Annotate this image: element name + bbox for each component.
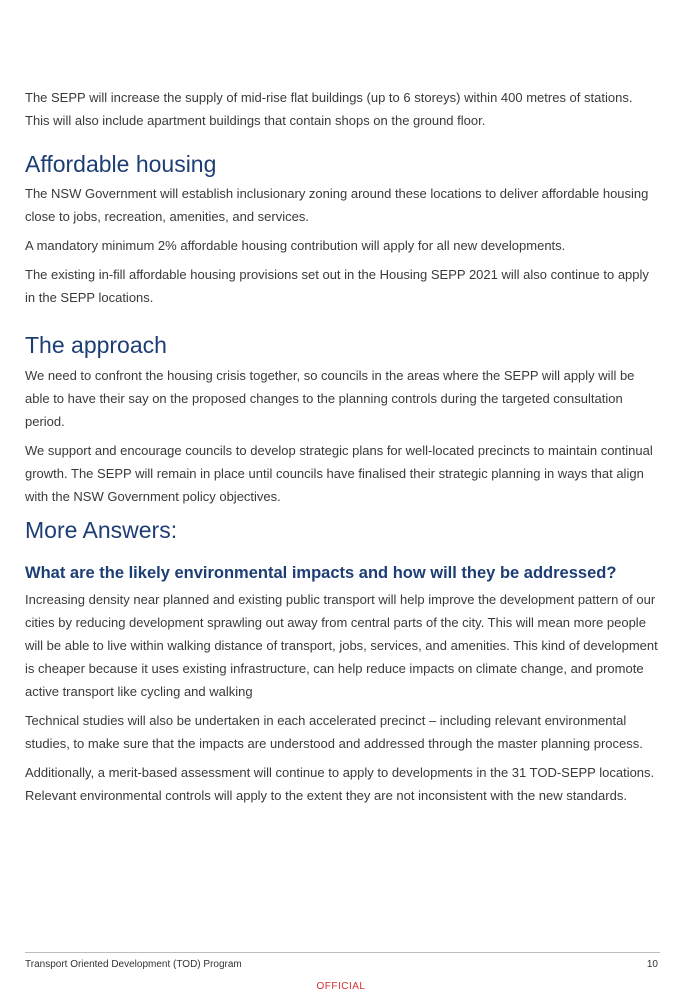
footer-document-title: Transport Oriented Development (TOD) Program [25, 959, 242, 970]
intro-paragraph: The SEPP will increase the supply of mid-rise flat buildings (up to 6 storeys) within 400 metres of stations. This will also include apartment buildings that contain shops on the ground floor. [25, 90, 633, 128]
affordable-housing-paragraph: The existing in-fill affordable housing provisions set out in the Housing SEPP 2021 will also continue to apply in the SEPP locations. [25, 267, 649, 305]
affordable-housing-heading: Affordable housing [25, 151, 217, 177]
approach-paragraph: We need to confront the housing crisis together, so councils in the areas where the SEPP will apply will be able to have their say on the proposed changes to the planning controls during the targeted consultation period. [25, 368, 635, 429]
affordable-housing-paragraph: A mandatory minimum 2% affordable housing contribution will apply for all new developments. [25, 238, 566, 253]
environmental-impacts-question: What are the likely environmental impacts and how will they be addressed? [25, 564, 617, 582]
document-body [25, 86, 660, 813]
approach-paragraph: We support and encourage councils to develop strategic plans for well-located precincts to maintain continual growth. The SEPP will remain in place until councils have finalised their strategic planning in ways that align with the NSW Government policy objectives. [25, 443, 653, 504]
footer-divider [25, 952, 660, 953]
security-classification: OFFICIAL [316, 981, 366, 992]
environmental-impacts-paragraph: Technical studies will also be undertaken in each accelerated precinct – including relevant environmental studies, to make sure that the impacts are understood and addressed through the master planning process. [25, 713, 643, 751]
environmental-impacts-paragraph: Increasing density near planned and existing public transport will help improve the development pattern of our cities by reducing development sprawling out away from central parts of the city. This will mean more people will be able to live within walking distance of transport, jobs, services, and amenities. This kind of development is cheaper because it uses existing infrastructure, can help reduce impacts on climate change, and promote active transport like cycling and walking [25, 592, 658, 699]
page-number: 10 [646, 959, 658, 970]
affordable-housing-paragraph: The NSW Government will establish inclusionary zoning around these locations to deliver affordable housing close to jobs, recreation, amenities, and services. [25, 186, 649, 224]
more-answers-heading: More Answers: [25, 517, 178, 543]
approach-heading: The approach [25, 332, 167, 358]
environmental-impacts-paragraph: Additionally, a merit-based assessment will continue to apply to developments in the 31 TOD-SEPP locations. Relevant environmental controls will apply to the extent they are not inconsistent with the new standards. [25, 765, 655, 803]
